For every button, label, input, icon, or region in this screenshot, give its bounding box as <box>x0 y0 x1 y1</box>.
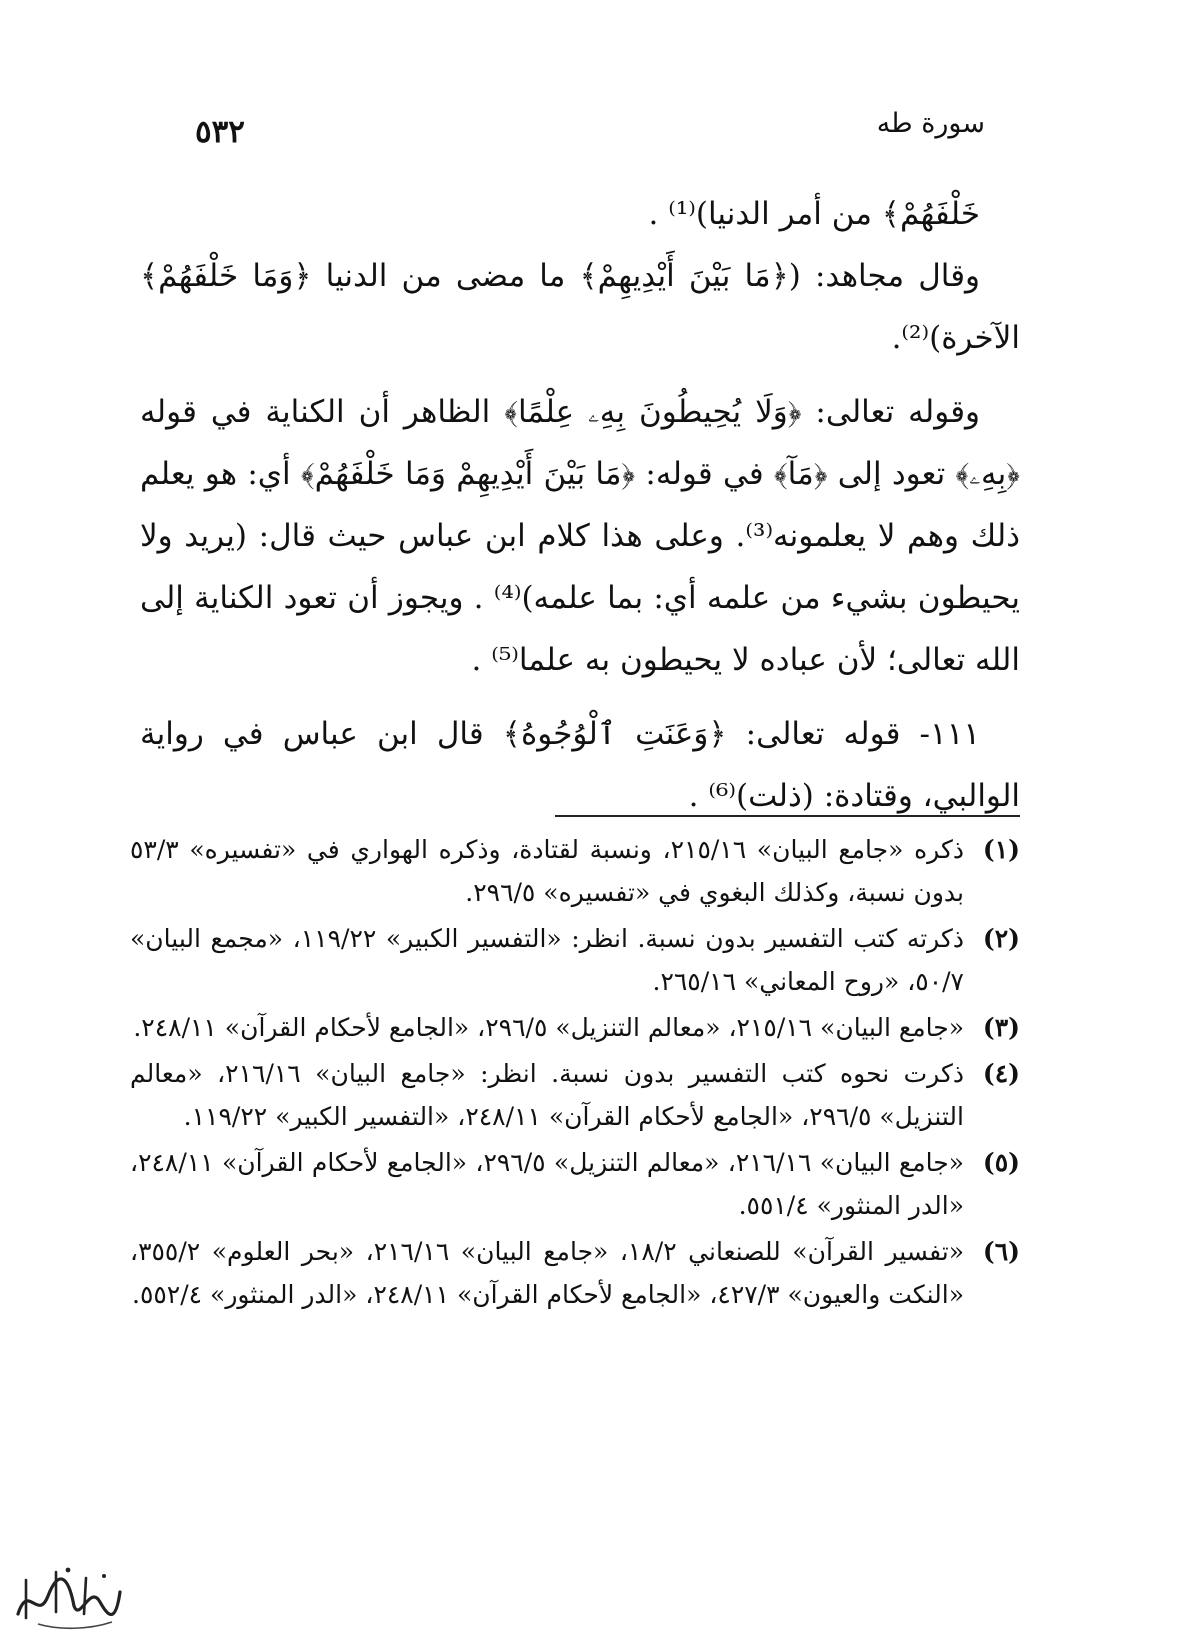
footnote-number: (٣) <box>982 1013 1020 1042</box>
calligraphy-logo-icon <box>8 1562 126 1632</box>
footnote <box>130 1052 1020 1138</box>
footnote-text: ذكره «جامع البيان» ٢١٥/١٦، ونسبة لقتادة، وذكره الهواري في «تفسيره» ٥٣/٣ بدون نسبة، وكذلك البغوي في «تفسيره» ٢٩٦/٥. <box>130 835 964 907</box>
footnote-number: (٤) <box>982 1059 1020 1088</box>
footnote-number: (٢) <box>982 924 1020 953</box>
paragraph: وقوله تعالى: ﴿وَلَا يُحِيطُونَ بِهِۦ عِلْمًا﴾ الظاهر أن الكناية في قوله ﴿بِهِۦ﴾ تعود إلى ﴿مَآ﴾ في قوله: ﴿مَا بَيْنَ أَيْدِيهِمْ وَمَا خَلْفَهُمْ﴾ أي: هو يعلم ذلك وهم لا يعلمونه⁽³⁾. وعلى هذا كلام ابن عباس حيث قال: (يريد ولا يحيطون بشيء من علمه أي: بما علمه)⁽⁴⁾ . ويجوز أن تعود الكناية إلى الله تعالى؛ لأن عباده لا يحيطون به علما⁽⁵⁾ . <box>140 394 1021 678</box>
footnote-text: «جامع البيان» ٢١٦/١٦، «معالم التنزيل» ٢٩٦/٥، «الجامع لأحكام القرآن» ٢٤٨/١١، «الدر المنثور» ٥٥١/٤. <box>130 1148 964 1220</box>
paragraph: وقال مجاهد: (﴿مَا بَيْنَ أَيْدِيهِمْ﴾ ما مضى من الدنيا ﴿وَمَا خَلْفَهُمْ﴾ الآخرة)⁽²⁾. <box>140 258 1020 356</box>
paragraph: ١١١- قوله تعالى: ﴿وَعَنَتِ ٱلْوُجُوهُ﴾ قال ابن عباس في رواية الوالبي، وقتادة: (ذلت)⁽⁶⁾ . <box>140 716 1020 814</box>
footnotes <box>130 828 1020 1319</box>
page-number: ٥٣٢ <box>195 114 245 150</box>
main-text <box>140 183 1020 827</box>
footnote-number: (٥) <box>982 1148 1020 1177</box>
footnote <box>130 1006 1020 1049</box>
footnote-number: (١) <box>982 835 1020 864</box>
footnote-text: ذكرته كتب التفسير بدون نسبة. انظر: «التفسير الكبير» ١١٩/٢٢، «مجمع البيان» ٥٠/٧، «روح المعاني» ٢٦٥/١٦. <box>130 924 965 996</box>
footnote <box>130 828 1020 914</box>
footnote <box>130 917 1020 1003</box>
page-header <box>195 100 985 160</box>
running-title: سورة طه <box>876 108 985 139</box>
footnote-text: «جامع البيان» ٢١٥/١٦، «معالم التنزيل» ٢٩٦/٥، «الجامع لأحكام القرآن» ٢٤٨/١١. <box>133 1013 964 1042</box>
footnote <box>130 1230 1020 1316</box>
footnote <box>130 1141 1020 1227</box>
footnote-text: ذكرت نحوه كتب التفسير بدون نسبة. انظر: «جامع البيان» ٢١٦/١٦، «معالم التنزيل» ٢٩٦/٥، «الجامع لأحكام القرآن» ٢٤٨/١١، «التفسير الكبير» ١١٩/٢٢. <box>130 1059 964 1131</box>
footnote-number: (٦) <box>982 1237 1020 1266</box>
footnote-text: «تفسير القرآن» للصنعاني ١٨/٢، «جامع البيان» ٢١٦/١٦، «بحر العلوم» ٣٥٥/٢، «النكت والعيون» ٤٢٧/٣، «الجامع لأحكام القرآن» ٢٤٨/١١، «الدر المنثور» ٥٥٢/٤. <box>130 1237 964 1309</box>
paragraph: خَلْفَهُمْ﴾ من أمر الدنيا)⁽¹⁾ . <box>648 196 980 232</box>
footnote-separator <box>555 815 1020 817</box>
